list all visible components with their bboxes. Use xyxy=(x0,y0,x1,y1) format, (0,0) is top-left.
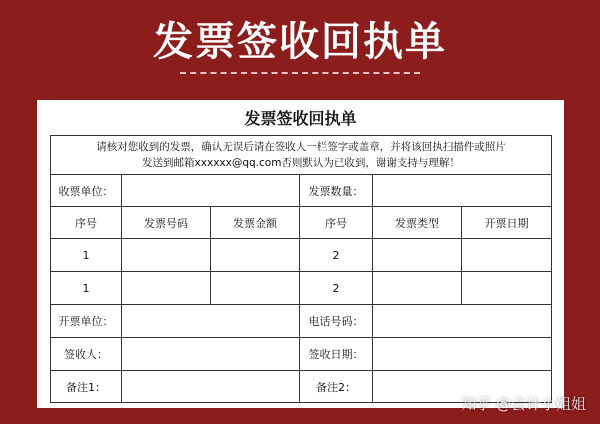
watermark: 知乎 @会计小姐姐 xyxy=(461,395,586,413)
issue-date-cell[interactable] xyxy=(462,239,552,272)
issuer-row xyxy=(51,305,552,338)
issue-date-cell[interactable] xyxy=(462,272,552,305)
header-invoice-type: 发票类型 xyxy=(373,207,462,239)
remark2-label: 备注2： xyxy=(300,371,373,403)
signer-row xyxy=(51,338,552,371)
sign-date-field[interactable] xyxy=(373,338,552,371)
phone-label: 电话号码： xyxy=(300,305,373,338)
row-seq-right: 2 xyxy=(300,239,373,272)
sign-date-label: 签收日期： xyxy=(300,338,373,371)
header-invoice-number: 发票号码 xyxy=(122,207,211,239)
notice-line-1: 请核对您收到的发票，确认无误后请在签收人一栏签字或盖章，并将该回执扫描件或照片 xyxy=(96,141,506,153)
notice-line-2: 发送到邮箱xxxxxx@qq.com否则默认为已收到，谢谢支持与理解！ xyxy=(142,157,460,169)
signer-label: 签收人： xyxy=(51,338,122,371)
notice-row xyxy=(51,136,552,175)
issuer-unit-label: 开票单位： xyxy=(51,305,122,338)
table-row xyxy=(51,239,552,272)
notice-cell xyxy=(51,136,552,175)
header-issue-date: 开票日期 xyxy=(462,207,552,239)
invoice-amount-cell[interactable] xyxy=(211,272,300,305)
issuer-unit-field[interactable] xyxy=(122,305,300,338)
invoice-amount-cell[interactable] xyxy=(211,239,300,272)
phone-field[interactable] xyxy=(373,305,552,338)
receive-row xyxy=(51,175,552,207)
invoice-count-field[interactable] xyxy=(373,175,552,207)
invoice-count-label: 发票数量： xyxy=(300,175,373,207)
signer-field[interactable] xyxy=(122,338,300,371)
remark1-field[interactable] xyxy=(122,371,300,403)
receipt-form-sheet xyxy=(37,100,564,408)
invoice-type-cell[interactable] xyxy=(373,239,462,272)
table-row xyxy=(51,272,552,305)
row-seq-left: 1 xyxy=(51,239,122,272)
invoice-number-cell[interactable] xyxy=(122,239,211,272)
form-title: 发票签收回执单 xyxy=(244,109,357,128)
row-seq-right: 2 xyxy=(300,272,373,305)
receive-unit-field[interactable] xyxy=(122,175,300,207)
header-row xyxy=(51,207,552,239)
title-underline xyxy=(180,72,420,74)
header-invoice-amount: 发票金额 xyxy=(211,207,300,239)
receipt-form-table xyxy=(50,135,552,403)
receive-unit-label: 收票单位： xyxy=(51,175,122,207)
invoice-number-cell[interactable] xyxy=(122,272,211,305)
header-seq-left: 序号 xyxy=(51,207,122,239)
row-seq-left: 1 xyxy=(51,272,122,305)
banner-title: 发票签收回执单 xyxy=(153,19,447,65)
header-seq-right: 序号 xyxy=(300,207,373,239)
remark1-label: 备注1： xyxy=(51,371,122,403)
invoice-type-cell[interactable] xyxy=(373,272,462,305)
